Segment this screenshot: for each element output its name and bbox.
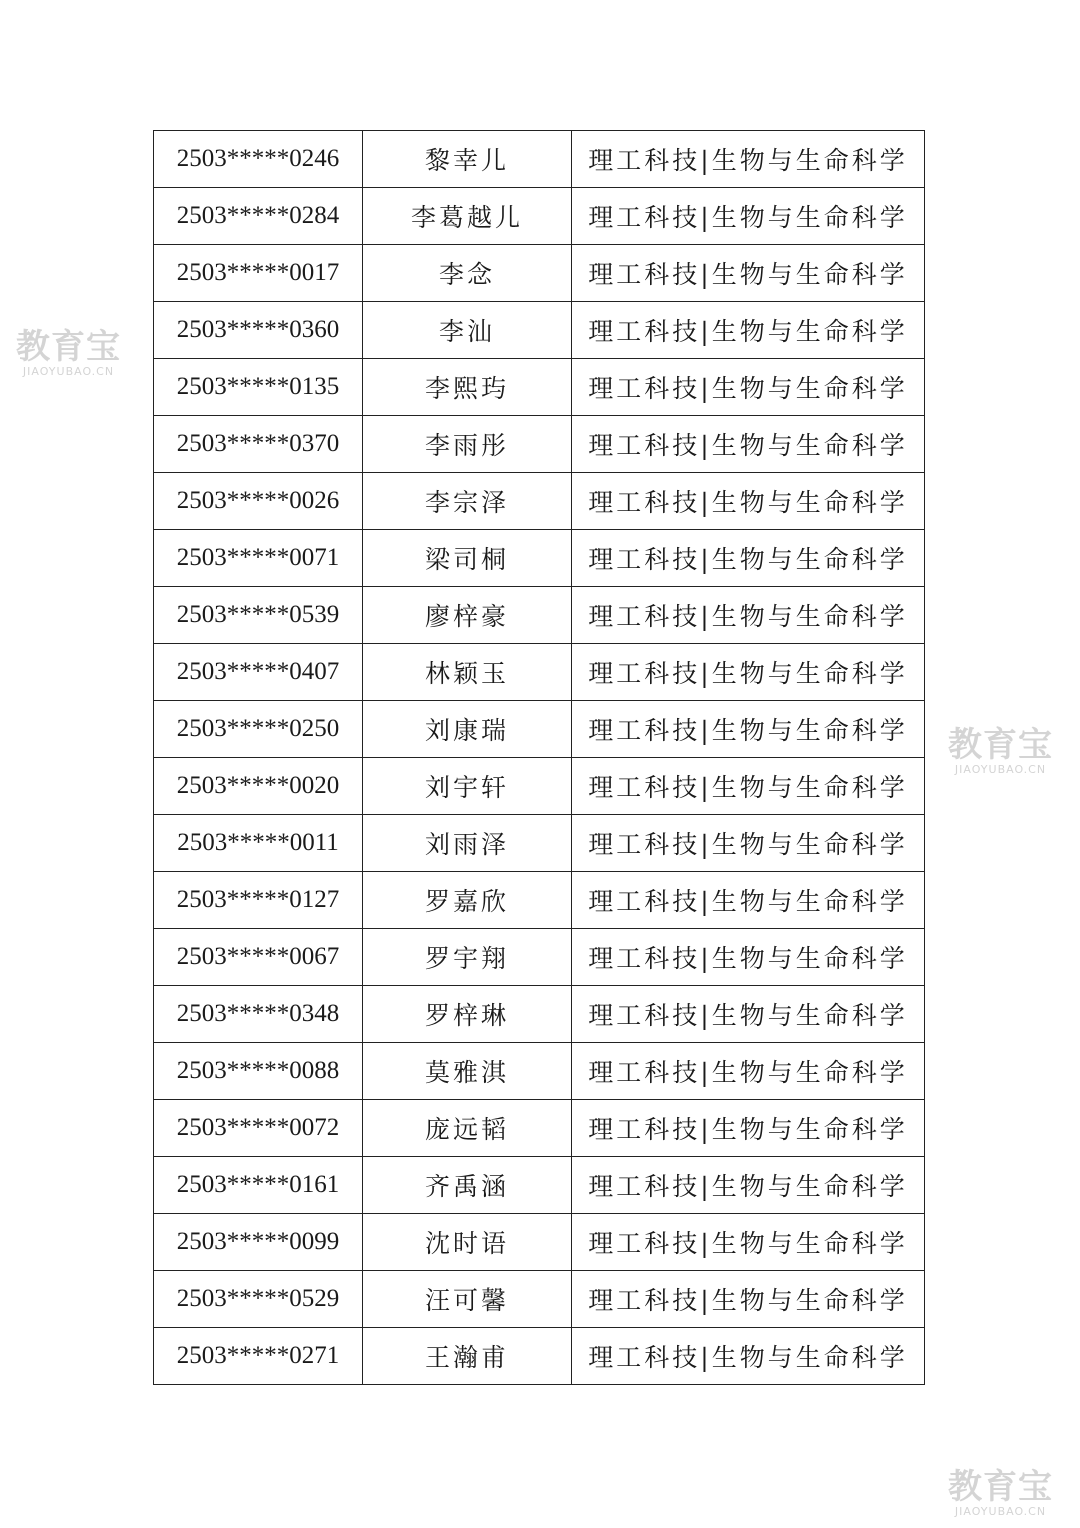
category-cell: 理工科技|生物与生命科学: [572, 473, 925, 530]
watermark-domain: JIAOYUBAO.CN: [22, 365, 115, 378]
table-row: [154, 929, 925, 986]
student-id-cell: 2503*****0407: [154, 644, 363, 701]
student-id-cell: 2503*****0026: [154, 473, 363, 530]
category-cell: 理工科技|生物与生命科学: [572, 245, 925, 302]
category-cell: 理工科技|生物与生命科学: [572, 815, 925, 872]
category-cell: 理工科技|生物与生命科学: [572, 530, 925, 587]
student-id-cell: 2503*****0072: [154, 1100, 363, 1157]
student-name-cell: 王瀚甫: [363, 1328, 572, 1385]
table-row: [154, 1328, 925, 1385]
student-name-cell: 汪可馨: [363, 1271, 572, 1328]
student-name-cell: 林颖玉: [363, 644, 572, 701]
student-id-cell: 2503*****0360: [154, 302, 363, 359]
table-row: [154, 701, 925, 758]
table-row: [154, 587, 925, 644]
table-row: [154, 245, 925, 302]
table-row: [154, 359, 925, 416]
roster-table-container: [153, 130, 925, 1385]
student-name-cell: 李葛越儿: [363, 188, 572, 245]
student-name-cell: 李雨彤: [363, 416, 572, 473]
student-name-cell: 李念: [363, 245, 572, 302]
category-cell: 理工科技|生物与生命科学: [572, 1328, 925, 1385]
watermark-logo: [16, 327, 121, 378]
category-cell: 理工科技|生物与生命科学: [572, 644, 925, 701]
student-name-cell: 庞远韬: [363, 1100, 572, 1157]
student-id-cell: 2503*****0017: [154, 245, 363, 302]
student-id-cell: 2503*****0529: [154, 1271, 363, 1328]
student-id-cell: 2503*****0071: [154, 530, 363, 587]
category-cell: 理工科技|生物与生命科学: [572, 1214, 925, 1271]
student-id-cell: 2503*****0370: [154, 416, 363, 473]
watermark-logo: [948, 1467, 1053, 1518]
table-row: [154, 758, 925, 815]
student-name-cell: 李熙玙: [363, 359, 572, 416]
table-row: [154, 1271, 925, 1328]
student-name-cell: 李宗泽: [363, 473, 572, 530]
table-row: [154, 644, 925, 701]
category-cell: 理工科技|生物与生命科学: [572, 587, 925, 644]
category-cell: 理工科技|生物与生命科学: [572, 758, 925, 815]
table-row: [154, 473, 925, 530]
student-id-cell: 2503*****0246: [154, 131, 363, 188]
category-cell: 理工科技|生物与生命科学: [572, 1043, 925, 1100]
student-id-cell: 2503*****0127: [154, 872, 363, 929]
category-cell: 理工科技|生物与生命科学: [572, 188, 925, 245]
student-name-cell: 齐禹涵: [363, 1157, 572, 1214]
table-row: [154, 815, 925, 872]
student-name-cell: 罗宇翔: [363, 929, 572, 986]
student-id-cell: 2503*****0539: [154, 587, 363, 644]
student-name-cell: 黎幸儿: [363, 131, 572, 188]
watermark-logo: [948, 725, 1053, 776]
watermark-text: 教育宝: [16, 327, 121, 367]
student-id-cell: 2503*****0284: [154, 188, 363, 245]
watermark-text: 教育宝: [948, 1467, 1053, 1507]
student-id-cell: 2503*****0271: [154, 1328, 363, 1385]
student-name-cell: 罗梓琳: [363, 986, 572, 1043]
student-name-cell: 梁司桐: [363, 530, 572, 587]
category-cell: 理工科技|生物与生命科学: [572, 359, 925, 416]
student-name-cell: 罗嘉欣: [363, 872, 572, 929]
student-id-cell: 2503*****0348: [154, 986, 363, 1043]
category-cell: 理工科技|生物与生命科学: [572, 416, 925, 473]
table-row: [154, 986, 925, 1043]
student-id-cell: 2503*****0161: [154, 1157, 363, 1214]
table-row: [154, 188, 925, 245]
student-id-cell: 2503*****0067: [154, 929, 363, 986]
category-cell: 理工科技|生物与生命科学: [572, 1100, 925, 1157]
student-id-cell: 2503*****0011: [154, 815, 363, 872]
table-row: [154, 872, 925, 929]
watermark-domain: JIAOYUBAO.CN: [954, 1505, 1047, 1518]
student-name-cell: 刘康瑞: [363, 701, 572, 758]
table-row: [154, 530, 925, 587]
category-cell: 理工科技|生物与生命科学: [572, 131, 925, 188]
student-name-cell: 莫雅淇: [363, 1043, 572, 1100]
table-row: [154, 131, 925, 188]
student-name-cell: 刘宇轩: [363, 758, 572, 815]
student-name-cell: 刘雨泽: [363, 815, 572, 872]
category-cell: 理工科技|生物与生命科学: [572, 1271, 925, 1328]
category-cell: 理工科技|生物与生命科学: [572, 302, 925, 359]
student-id-cell: 2503*****0088: [154, 1043, 363, 1100]
table-row: [154, 1043, 925, 1100]
watermark-domain: JIAOYUBAO.CN: [954, 763, 1047, 776]
student-id-cell: 2503*****0250: [154, 701, 363, 758]
table-row: [154, 1100, 925, 1157]
category-cell: 理工科技|生物与生命科学: [572, 872, 925, 929]
roster-table: [153, 130, 925, 1385]
category-cell: 理工科技|生物与生命科学: [572, 701, 925, 758]
category-cell: 理工科技|生物与生命科学: [572, 1157, 925, 1214]
category-cell: 理工科技|生物与生命科学: [572, 986, 925, 1043]
category-cell: 理工科技|生物与生命科学: [572, 929, 925, 986]
student-id-cell: 2503*****0099: [154, 1214, 363, 1271]
student-id-cell: 2503*****0135: [154, 359, 363, 416]
student-name-cell: 沈时语: [363, 1214, 572, 1271]
student-name-cell: 李汕: [363, 302, 572, 359]
table-row: [154, 1214, 925, 1271]
watermark-text: 教育宝: [948, 725, 1053, 765]
table-row: [154, 302, 925, 359]
table-row: [154, 416, 925, 473]
student-id-cell: 2503*****0020: [154, 758, 363, 815]
student-name-cell: 廖梓豪: [363, 587, 572, 644]
table-row: [154, 1157, 925, 1214]
